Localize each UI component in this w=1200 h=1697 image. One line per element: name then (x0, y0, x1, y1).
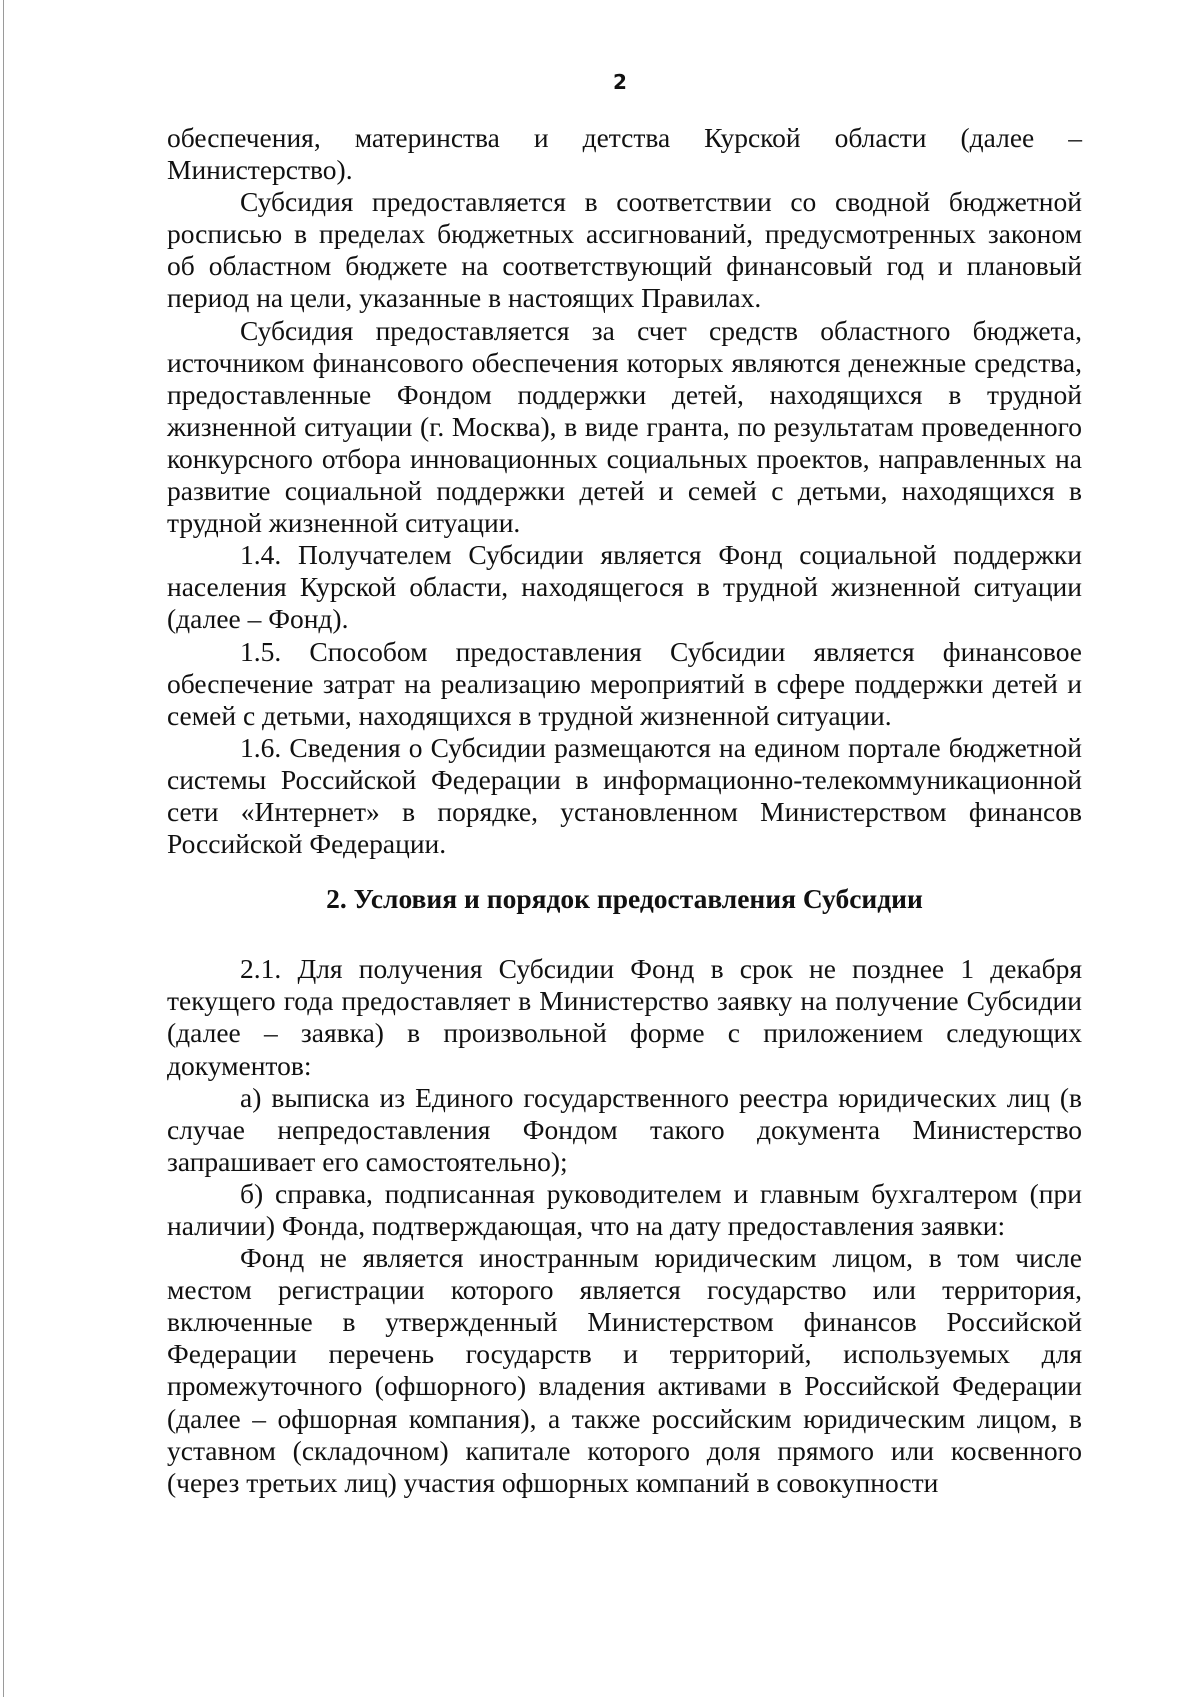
section-heading: 2. Условия и порядок предоставления Субсидии (326, 883, 923, 915)
paragraph-subsidy-budget: Субсидия предоставляется в соответствии со сводной бюджетной росписью в пределах бюджетных ассигнований, предусмотренных законом об областном бюджете на соответствующий финансовый год и плановый период на цели, указанные в настоящих Правилах. (167, 186, 1082, 314)
paragraph-1-4: 1.4. Получателем Субсидии является Фонд социальной поддержки населения Курской области, находящегося в трудной жизненной ситуации (далее – Фонд). (167, 539, 1082, 635)
paragraph-1-6: 1.6. Сведения о Субсидии размещаются на едином портале бюджетной системы Российской Федерации в информационно-телекоммуникационной сети «Интернет» в порядке, установленном Министерством финансов Российской Федерации. (167, 731, 1082, 860)
paragraph-1-5: 1.5. Способом предоставления Субсидии является финансовое обеспечение затрат на реализацию мероприятий в сфере поддержки детей и семей с детьми, находящихся в трудной жизненной ситуации. (167, 635, 1082, 731)
document-body (167, 122, 1082, 1499)
page-number: 2 (613, 70, 627, 94)
paragraph-2-1: 2.1. Для получения Субсидии Фонд в срок не позднее 1 декабря текущего года предоставляет в Министерство заявку на получение Субсидии (далее – заявка) в произвольной форме с приложением следующих документов: (167, 953, 1082, 1081)
list-item-b: б) справка, подписанная руководителем и главным бухгалтером (при наличии) Фонда, подтверждающая, что на дату предоставления заявки: (167, 1177, 1082, 1241)
paragraph-continuation: обеспечения, материнства и детства Курской области (далее – Министерство). (167, 122, 1082, 186)
scan-edge-line (3, 0, 4, 1697)
paragraph-subsidy-source: Субсидия предоставляется за счет средств областного бюджета, источником финансового обеспечения которых являются денежные средства, предоставленные Фондом поддержки детей, находящихся в трудной жизненной ситуации (г. Москва), в виде гранта, по результатам проведенного конкурсного отбора инновационных социальных проектов, направленных на развитие социальной поддержки детей и семей с детьми, находящихся в трудной жизненной ситуации. (167, 314, 1082, 539)
paragraph-fund-not-foreign: Фонд не является иностранным юридическим лицом, в том числе местом регистрации которого является государство или территория, включенные в утвержденный Министерством финансов Российской Федерации перечень государств и территорий, используемых для промежуточного (офшорного) владения активами в Российской Федерации (далее – офшорная компания), а также российским юридическим лицом, в уставном (складочном) капитале которого доля прямого или косвенного (через третьих лиц) участия офшорных компаний в совокупности (167, 1242, 1082, 1498)
list-item-a: а) выписка из Единого государственного реестра юридических лиц (в случае непредоставления Фондом такого документа Министерство запрашивает его самостоятельно); (167, 1081, 1082, 1177)
